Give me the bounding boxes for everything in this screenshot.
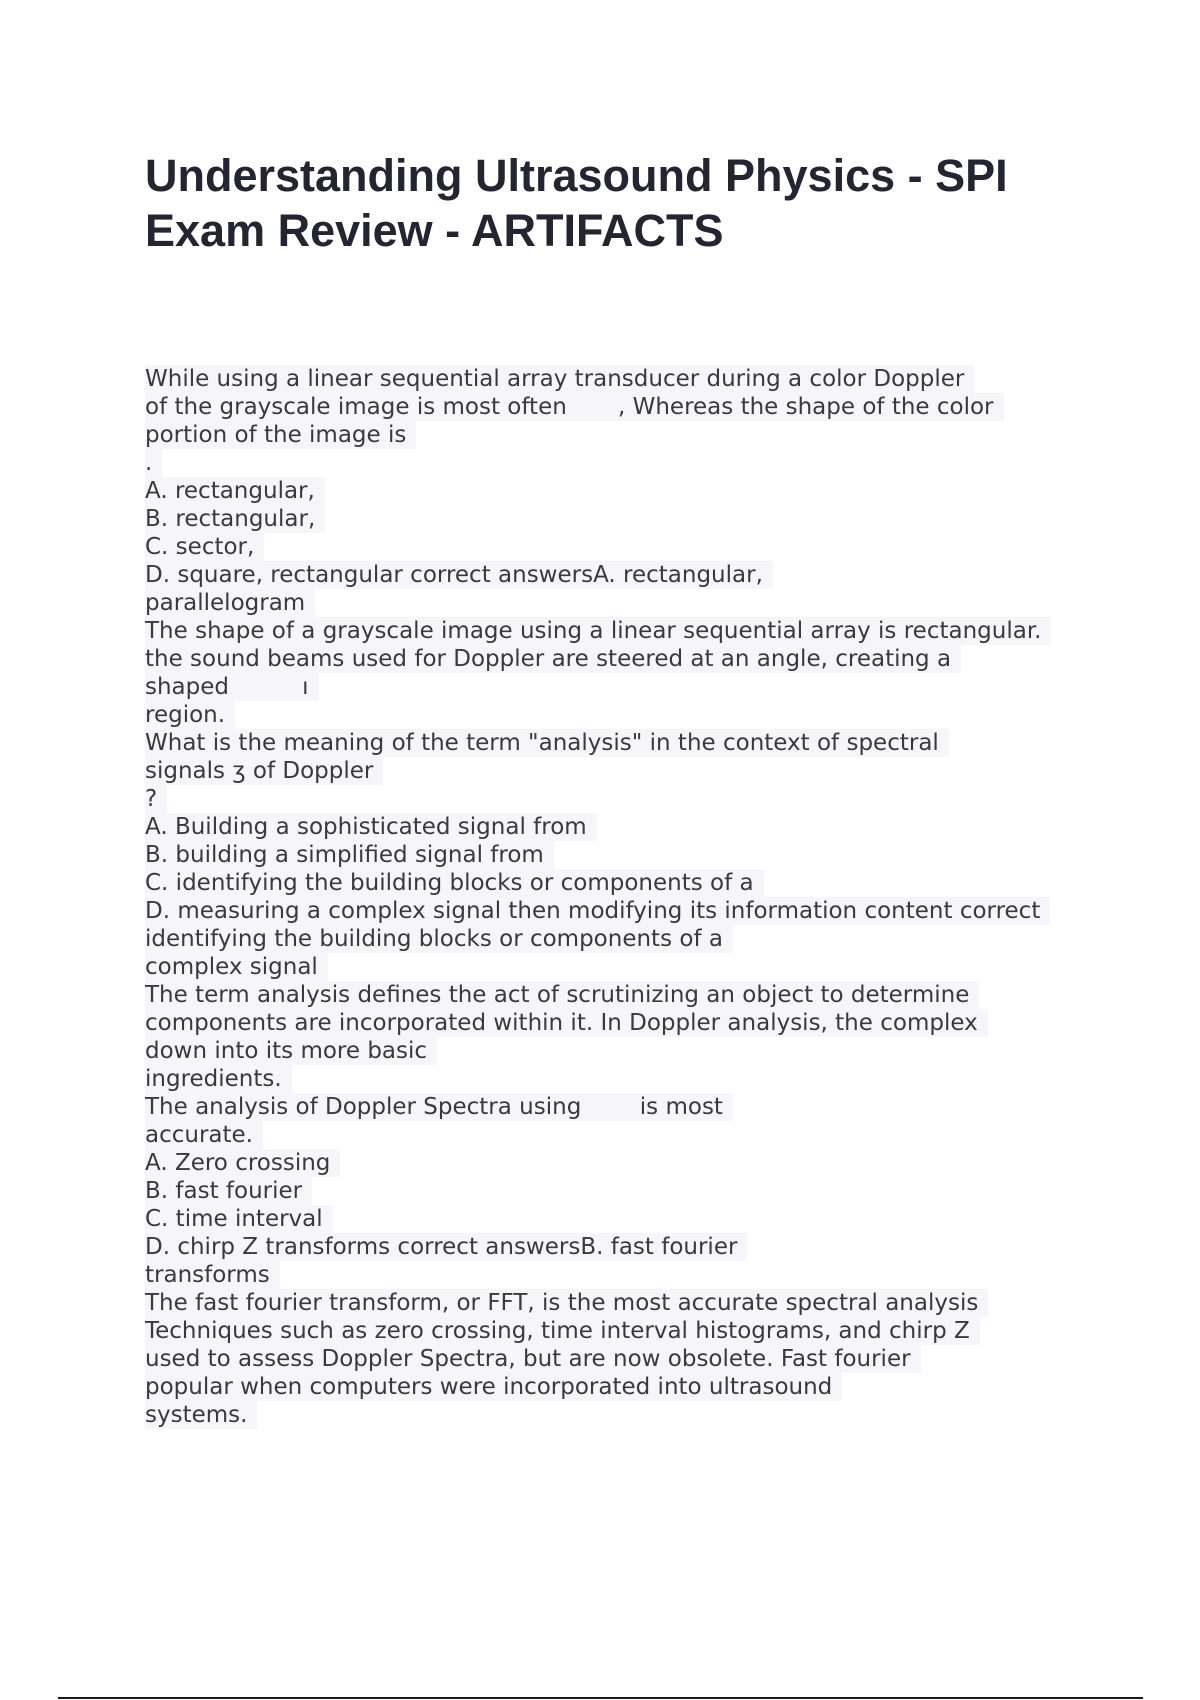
text-line: complex signal bbox=[145, 953, 328, 981]
text-line: B. building a simplified signal from bbox=[145, 841, 554, 869]
text-line: used to assess Doppler Spectra, but are now obsolete. Fast fourier bbox=[145, 1345, 921, 1373]
text-line: of the grayscale image is most often , Whereas the shape of the color bbox=[145, 393, 1004, 421]
text-line: C. identifying the building blocks or components of a bbox=[145, 869, 764, 897]
text-line: . bbox=[145, 449, 162, 477]
text-line: ? bbox=[145, 785, 167, 813]
text-line: B. rectangular, bbox=[145, 505, 325, 533]
document-title: Understanding Ultrasound Physics - SPI Exam Review - ARTIFACTS bbox=[145, 150, 1008, 256]
text-line: B. fast fourier bbox=[145, 1177, 312, 1205]
text-line: systems. bbox=[145, 1401, 257, 1429]
page-divider bbox=[58, 1697, 1143, 1699]
text-line: Techniques such as zero crossing, time interval histograms, and chirp Z bbox=[145, 1317, 980, 1345]
text-line: The shape of a grayscale image using a linear sequential array is rectangular. bbox=[145, 617, 1051, 645]
text-line: The fast fourier transform, or FFT, is the most accurate spectral analysis bbox=[145, 1289, 988, 1317]
text-line: The term analysis defines the act of scrutinizing an object to determine bbox=[145, 981, 979, 1009]
text-line: down into its more basic bbox=[145, 1037, 437, 1065]
text-line: While using a linear sequential array transducer during a color Doppler bbox=[145, 365, 974, 393]
text-line: the sound beams used for Doppler are steered at an angle, creating a bbox=[145, 645, 961, 673]
text-line: ingredients. bbox=[145, 1065, 292, 1093]
text-line: identifying the building blocks or components of a bbox=[145, 925, 733, 953]
text-line: accurate. bbox=[145, 1121, 263, 1149]
text-line: D. square, rectangular correct answersA. rectangular, bbox=[145, 561, 773, 589]
text-line: D. chirp Z transforms correct answersB. fast fourier bbox=[145, 1233, 747, 1261]
text-line: signals ʒ of Doppler bbox=[145, 757, 383, 785]
text-line: popular when computers were incorporated into ultrasound bbox=[145, 1373, 842, 1401]
text-line: portion of the image is bbox=[145, 421, 416, 449]
text-line: A. Building a sophisticated signal from bbox=[145, 813, 597, 841]
text-line: What is the meaning of the term "analysis" in the context of spectral bbox=[145, 729, 949, 757]
document-body bbox=[145, 365, 1145, 1429]
text-line: shaped ı bbox=[145, 673, 319, 701]
text-line: D. measuring a complex signal then modifying its information content correct bbox=[145, 897, 1050, 925]
text-line: region. bbox=[145, 701, 235, 729]
text-line: A. rectangular, bbox=[145, 477, 325, 505]
text-line: C. time interval bbox=[145, 1205, 333, 1233]
text-line: parallelogram bbox=[145, 589, 315, 617]
text-line: C. sector, bbox=[145, 533, 264, 561]
text-line: A. Zero crossing bbox=[145, 1149, 340, 1177]
text-line: components are incorporated within it. In Doppler analysis, the complex bbox=[145, 1009, 988, 1037]
text-line: transforms bbox=[145, 1261, 280, 1289]
text-line: The analysis of Doppler Spectra using is most bbox=[145, 1093, 733, 1121]
